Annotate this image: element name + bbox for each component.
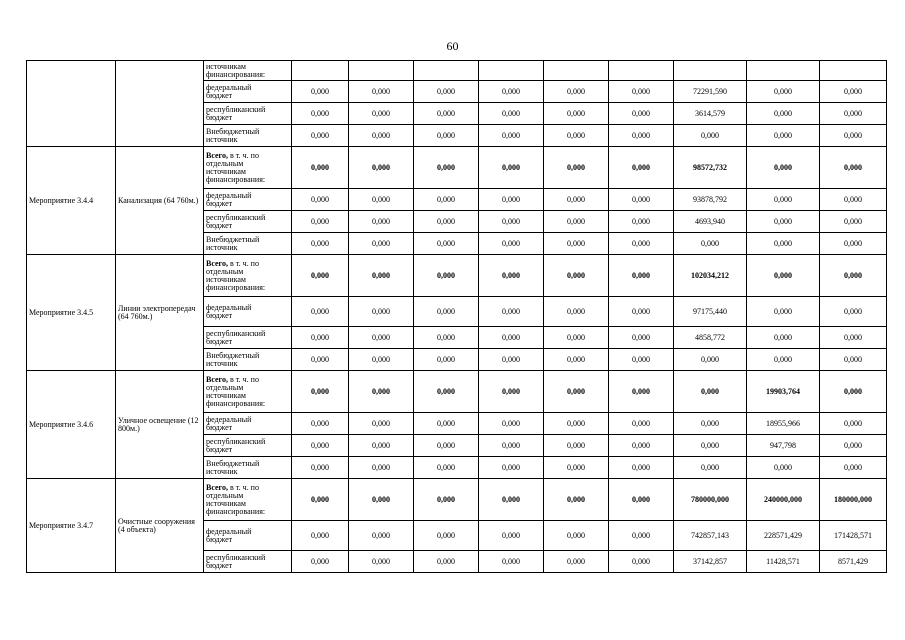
funding-source-cell	[204, 255, 292, 297]
value-cell: 0,000	[292, 255, 349, 297]
value-cell: 0,000	[674, 349, 747, 371]
value-cell: 0,000	[609, 327, 674, 349]
value-cell: 0,000	[674, 435, 747, 457]
object-cell: Уличное освещение (12 800м.)	[116, 371, 204, 479]
value-cell: 0,000	[609, 413, 674, 435]
value-cell: 0,000	[349, 147, 414, 189]
value-cell: 0,000	[820, 255, 887, 297]
value-cell: 0,000	[544, 349, 609, 371]
value-cell: 0,000	[609, 125, 674, 147]
object-cell: Очистные сооружения (4 объекта)	[116, 479, 204, 573]
value-cell: 0,000	[674, 457, 747, 479]
value-cell: 0,000	[414, 413, 479, 435]
funding-source-cell	[204, 211, 292, 233]
funding-source-cell	[204, 327, 292, 349]
value-cell: 0,000	[609, 349, 674, 371]
value-cell: 0,000	[349, 233, 414, 255]
value-cell: 93878,792	[674, 189, 747, 211]
value-cell: 0,000	[747, 457, 820, 479]
value-cell	[747, 61, 820, 81]
value-cell: 0,000	[349, 211, 414, 233]
value-cell: 0,000	[609, 147, 674, 189]
value-cell: 37142,857	[674, 551, 747, 573]
value-cell: 0,000	[820, 211, 887, 233]
value-cell: 0,000	[747, 233, 820, 255]
value-cell: 0,000	[292, 327, 349, 349]
value-cell: 0,000	[747, 81, 820, 103]
value-cell: 0,000	[609, 435, 674, 457]
value-cell: 4693,940	[674, 211, 747, 233]
value-cell: 0,000	[747, 211, 820, 233]
value-cell: 0,000	[544, 297, 609, 327]
table-row	[27, 61, 887, 81]
value-cell	[349, 61, 414, 81]
measure-cell: Мероприятие 3.4.5	[27, 255, 116, 371]
value-cell: 11428,571	[747, 551, 820, 573]
value-cell: 0,000	[820, 349, 887, 371]
value-cell: 0,000	[349, 125, 414, 147]
funding-source-cell	[204, 147, 292, 189]
value-cell: 0,000	[479, 255, 544, 297]
funding-source-cell	[204, 371, 292, 413]
value-cell: 0,000	[479, 211, 544, 233]
value-cell	[292, 61, 349, 81]
value-cell: 0,000	[544, 81, 609, 103]
value-cell: 0,000	[414, 551, 479, 573]
funding-source-label: в т. ч. по отдельным источникам финансирования:	[206, 374, 266, 408]
object-cell	[116, 61, 204, 147]
value-cell: 0,000	[747, 297, 820, 327]
value-cell: 0,000	[349, 413, 414, 435]
funding-source-total-label: Всего,	[206, 482, 228, 492]
funding-source-cell	[204, 413, 292, 435]
value-cell: 0,000	[544, 233, 609, 255]
value-cell: 0,000	[292, 349, 349, 371]
value-cell: 0,000	[609, 457, 674, 479]
value-cell: 0,000	[479, 125, 544, 147]
value-cell: 0,000	[820, 189, 887, 211]
funding-source-cell	[204, 551, 292, 573]
value-cell: 0,000	[674, 233, 747, 255]
value-cell: 0,000	[820, 297, 887, 327]
value-cell: 0,000	[820, 371, 887, 413]
value-cell: 240000,000	[747, 479, 820, 521]
object-cell: Линии электропередач (64 760м.)	[116, 255, 204, 371]
measure-cell: Мероприятие 3.4.4	[27, 147, 116, 255]
value-cell: 0,000	[292, 147, 349, 189]
measure-cell	[27, 61, 116, 147]
object-cell: Канализация (64 760м.)	[116, 147, 204, 255]
funding-source-label: Внебюджетный источник	[206, 458, 260, 476]
value-cell: 0,000	[349, 457, 414, 479]
value-cell: 0,000	[414, 297, 479, 327]
value-cell: 0,000	[479, 413, 544, 435]
value-cell: 0,000	[544, 103, 609, 125]
value-cell: 947,798	[747, 435, 820, 457]
value-cell: 0,000	[349, 435, 414, 457]
value-cell: 0,000	[747, 327, 820, 349]
measure-cell: Мероприятие 3.4.6	[27, 371, 116, 479]
value-cell: 4858,772	[674, 327, 747, 349]
value-cell: 0,000	[674, 413, 747, 435]
value-cell: 0,000	[820, 327, 887, 349]
value-cell: 102034,212	[674, 255, 747, 297]
value-cell: 0,000	[609, 551, 674, 573]
value-cell: 0,000	[414, 435, 479, 457]
funding-source-label: в т. ч. по отдельным источникам финансирования:	[206, 482, 266, 516]
value-cell: 0,000	[544, 551, 609, 573]
value-cell: 0,000	[292, 551, 349, 573]
value-cell: 0,000	[609, 103, 674, 125]
value-cell: 8571,429	[820, 551, 887, 573]
value-cell: 171428,571	[820, 521, 887, 551]
funding-source-cell	[204, 125, 292, 147]
funding-source-label: республиканский бюджет	[206, 212, 266, 230]
value-cell: 0,000	[292, 125, 349, 147]
value-cell: 0,000	[479, 103, 544, 125]
value-cell: 0,000	[414, 211, 479, 233]
budget-table	[26, 60, 887, 573]
value-cell: 0,000	[479, 551, 544, 573]
value-cell: 0,000	[349, 297, 414, 327]
value-cell: 0,000	[292, 435, 349, 457]
value-cell: 0,000	[479, 457, 544, 479]
value-cell: 0,000	[747, 125, 820, 147]
page-number: 60	[446, 39, 459, 53]
value-cell: 0,000	[820, 125, 887, 147]
value-cell: 0,000	[414, 479, 479, 521]
value-cell: 0,000	[414, 457, 479, 479]
value-cell: 0,000	[292, 413, 349, 435]
value-cell: 0,000	[479, 435, 544, 457]
value-cell: 0,000	[544, 371, 609, 413]
funding-source-cell	[204, 435, 292, 457]
value-cell: 0,000	[292, 479, 349, 521]
funding-source-cell	[204, 349, 292, 371]
value-cell: 0,000	[479, 81, 544, 103]
value-cell: 0,000	[544, 413, 609, 435]
value-cell: 0,000	[292, 457, 349, 479]
table-row	[27, 371, 887, 413]
table-row	[27, 147, 887, 189]
table-body	[27, 61, 887, 573]
value-cell: 0,000	[544, 125, 609, 147]
value-cell: 0,000	[609, 81, 674, 103]
value-cell: 0,000	[479, 233, 544, 255]
value-cell: 0,000	[544, 147, 609, 189]
measure-cell: Мероприятие 3.4.7	[27, 479, 116, 573]
value-cell: 0,000	[292, 521, 349, 551]
value-cell: 0,000	[292, 211, 349, 233]
value-cell: 0,000	[674, 125, 747, 147]
funding-source-label: республиканский бюджет	[206, 436, 266, 454]
value-cell	[609, 61, 674, 81]
value-cell: 180000,000	[820, 479, 887, 521]
value-cell: 742857,143	[674, 521, 747, 551]
value-cell: 0,000	[292, 103, 349, 125]
value-cell: 0,000	[674, 371, 747, 413]
value-cell: 0,000	[609, 233, 674, 255]
funding-source-cell	[204, 189, 292, 211]
value-cell: 0,000	[820, 457, 887, 479]
value-cell: 0,000	[747, 147, 820, 189]
funding-source-label: федеральный бюджет	[206, 414, 252, 432]
value-cell: 0,000	[609, 521, 674, 551]
value-cell: 19903,764	[747, 371, 820, 413]
value-cell: 0,000	[747, 349, 820, 371]
value-cell: 0,000	[820, 233, 887, 255]
value-cell: 0,000	[414, 189, 479, 211]
funding-source-cell	[204, 233, 292, 255]
funding-source-label: в т. ч. по отдельным источникам финансирования:	[206, 150, 266, 184]
funding-source-label: республиканский бюджет	[206, 328, 266, 346]
value-cell: 0,000	[609, 297, 674, 327]
value-cell: 0,000	[414, 233, 479, 255]
value-cell: 98572,732	[674, 147, 747, 189]
value-cell: 0,000	[609, 211, 674, 233]
funding-source-label: Внебюджетный источник	[206, 350, 260, 368]
value-cell: 0,000	[349, 81, 414, 103]
value-cell: 0,000	[747, 189, 820, 211]
funding-source-label: в т. ч. по отдельным источникам финансирования:	[206, 258, 266, 292]
value-cell: 0,000	[479, 327, 544, 349]
value-cell: 0,000	[479, 371, 544, 413]
funding-source-label: федеральный бюджет	[206, 302, 252, 320]
value-cell	[544, 61, 609, 81]
table-row	[27, 255, 887, 297]
value-cell: 0,000	[349, 327, 414, 349]
value-cell	[820, 61, 887, 81]
value-cell: 0,000	[479, 297, 544, 327]
value-cell: 0,000	[747, 103, 820, 125]
value-cell: 0,000	[414, 147, 479, 189]
value-cell	[414, 61, 479, 81]
value-cell: 0,000	[349, 371, 414, 413]
value-cell: 0,000	[479, 189, 544, 211]
value-cell: 0,000	[349, 479, 414, 521]
funding-source-total-label: Всего,	[206, 258, 228, 268]
funding-source-label: федеральный бюджет	[206, 82, 252, 100]
funding-source-cell	[204, 81, 292, 103]
value-cell	[674, 61, 747, 81]
value-cell: 0,000	[609, 189, 674, 211]
value-cell: 228571,429	[747, 521, 820, 551]
funding-source-cell	[204, 61, 292, 81]
value-cell: 0,000	[414, 81, 479, 103]
value-cell: 0,000	[292, 189, 349, 211]
value-cell: 0,000	[544, 327, 609, 349]
funding-source-label: республиканский бюджет	[206, 552, 266, 570]
value-cell: 0,000	[544, 521, 609, 551]
value-cell: 0,000	[544, 255, 609, 297]
value-cell: 0,000	[544, 457, 609, 479]
funding-source-label: Внебюджетный источник	[206, 234, 260, 252]
value-cell: 0,000	[414, 327, 479, 349]
value-cell: 0,000	[292, 297, 349, 327]
value-cell: 780000,000	[674, 479, 747, 521]
value-cell: 0,000	[609, 479, 674, 521]
value-cell: 97175,440	[674, 297, 747, 327]
value-cell: 0,000	[609, 371, 674, 413]
value-cell: 0,000	[544, 211, 609, 233]
value-cell: 0,000	[820, 413, 887, 435]
funding-source-cell	[204, 521, 292, 551]
funding-source-cell	[204, 479, 292, 521]
value-cell: 0,000	[479, 521, 544, 551]
funding-source-label: Внебюджетный источник	[206, 126, 260, 144]
value-cell: 0,000	[414, 125, 479, 147]
value-cell: 0,000	[747, 255, 820, 297]
funding-source-label: источникам финансирования:	[206, 61, 266, 79]
value-cell: 0,000	[414, 521, 479, 551]
value-cell: 0,000	[414, 371, 479, 413]
value-cell: 18955,966	[747, 413, 820, 435]
value-cell: 0,000	[820, 103, 887, 125]
value-cell: 0,000	[414, 255, 479, 297]
value-cell: 0,000	[544, 435, 609, 457]
funding-source-label: республиканский бюджет	[206, 104, 266, 122]
value-cell: 0,000	[820, 147, 887, 189]
value-cell: 72291,590	[674, 81, 747, 103]
value-cell: 0,000	[414, 349, 479, 371]
value-cell: 0,000	[414, 103, 479, 125]
funding-source-cell	[204, 457, 292, 479]
funding-source-total-label: Всего,	[206, 374, 228, 384]
value-cell: 0,000	[544, 479, 609, 521]
value-cell: 0,000	[820, 81, 887, 103]
funding-source-label: федеральный бюджет	[206, 526, 252, 544]
value-cell: 0,000	[292, 233, 349, 255]
funding-source-label: федеральный бюджет	[206, 190, 252, 208]
value-cell: 0,000	[479, 479, 544, 521]
value-cell: 0,000	[292, 81, 349, 103]
value-cell: 0,000	[609, 255, 674, 297]
value-cell: 3614,579	[674, 103, 747, 125]
table-row	[27, 479, 887, 521]
value-cell: 0,000	[479, 147, 544, 189]
value-cell: 0,000	[349, 551, 414, 573]
value-cell: 0,000	[820, 435, 887, 457]
value-cell: 0,000	[544, 189, 609, 211]
value-cell: 0,000	[349, 521, 414, 551]
funding-source-cell	[204, 103, 292, 125]
value-cell	[479, 61, 544, 81]
value-cell: 0,000	[349, 255, 414, 297]
value-cell: 0,000	[349, 189, 414, 211]
value-cell: 0,000	[349, 103, 414, 125]
funding-source-cell	[204, 297, 292, 327]
funding-source-total-label: Всего,	[206, 150, 228, 160]
value-cell: 0,000	[479, 349, 544, 371]
value-cell: 0,000	[349, 349, 414, 371]
value-cell: 0,000	[292, 371, 349, 413]
